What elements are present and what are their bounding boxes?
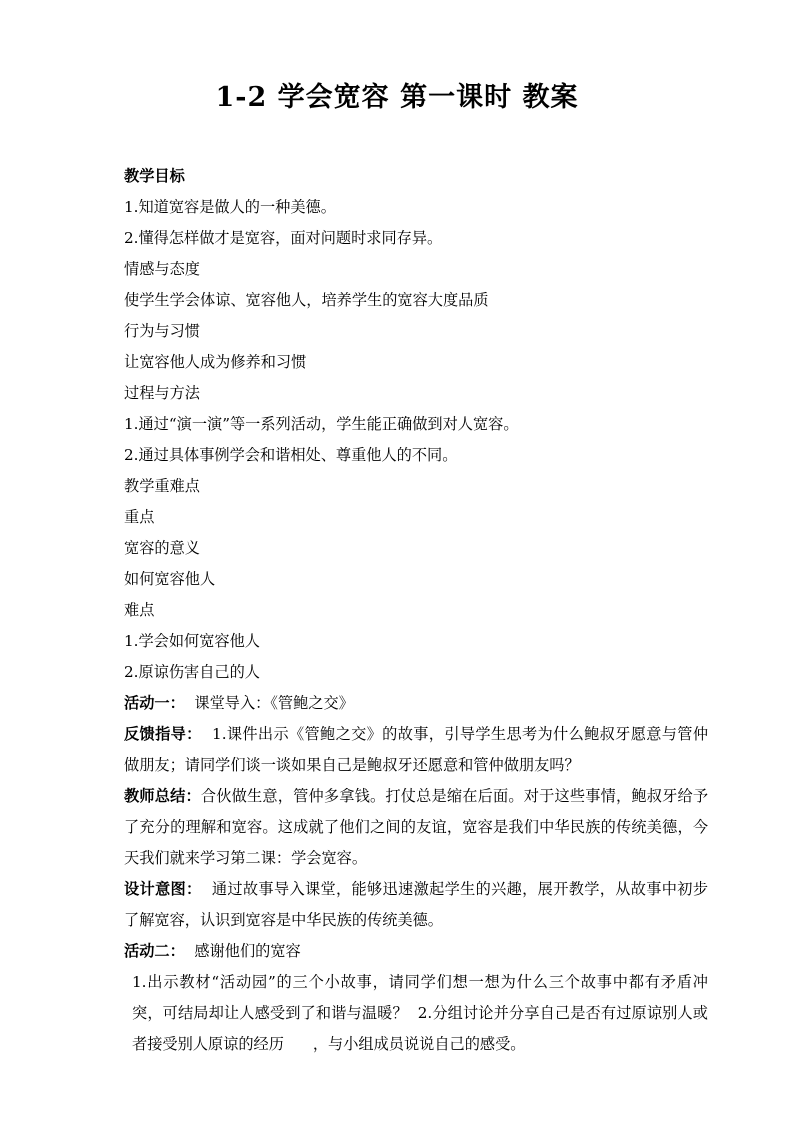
feedback-label: 反馈指导： (124, 725, 202, 743)
heading-teaching-goals: 教学目标 (124, 167, 185, 185)
activity-two (124, 936, 708, 967)
text-line: 2.原谅伤害自己的人 (124, 663, 260, 681)
activity-one (124, 688, 708, 719)
text-line: 1.学会如何宽容他人 (124, 632, 260, 650)
section-heading: 行为与习惯 (124, 322, 200, 340)
summary-paragraph (124, 781, 708, 874)
text-line: 1.通过“演一演”等一系列活动，学生能正确做到对人宽容。 (124, 415, 519, 433)
summary-label: 教师总结： (124, 787, 201, 805)
activity-one-text: 课堂导入：《管鲍之交》 (194, 694, 354, 712)
section-heading: 过程与方法 (124, 384, 200, 402)
goal-item: 1.知道宽容是做人的一种美德。 (124, 198, 336, 216)
activity-one-label: 活动一： (124, 694, 185, 712)
document-body (124, 161, 708, 1060)
section-heading: 难点 (124, 601, 155, 619)
text-line: 如何宽容他人 (124, 570, 216, 588)
summary-text: 合伙做生意，管仲多拿钱。打仗总是缩在后面。对于这些事情，鲍叔牙给予了充分的理解和宽容。这成就了他们之间的友谊，宽容是我们中华民族的传统美德，今天我们就来学习第二课：学会宽容。 (124, 787, 709, 867)
section-heading: 教学重难点 (124, 477, 200, 495)
document-title: 1-2 学会宽容 第一课时 教案 (215, 82, 579, 113)
goal-item: 2.懂得怎样做才是宽容，面对问题时求同存异。 (124, 229, 443, 247)
section-heading: 重点 (124, 508, 155, 526)
activity-two-body: 1.出示教材“活动园”的三个小故事，请同学们想一想为什么三个故事中都有矛盾冲突，可结局却让人感受到了和谐与温暖？ 2.分组讨论并分享自己是否有过原谅别人或者接受别人原谅的经历 ，与小组成员说说自己的感受。 (132, 973, 708, 1053)
feedback-text: 1.课件出示《管鲍之交》的故事，引导学生思考为什么鲍叔牙愿意与管仲做朋友；请同学们谈一谈如果自己是鲍叔牙还愿意和管仲做朋友吗？ (124, 725, 709, 774)
text-line: 2.通过具体事例学会和谐相处、尊重他人的不同。 (124, 446, 458, 464)
feedback-paragraph (124, 719, 708, 781)
design-paragraph (124, 874, 708, 936)
text-line: 宽容的意义 (124, 539, 200, 557)
design-label: 设计意图： (124, 880, 202, 898)
text-line: 使学生学会体谅、宽容他人，培养学生的宽容大度品质 (124, 291, 489, 309)
design-text: 通过故事导入课堂，能够迅速激起学生的兴趣，展开教学，从故事中初步了解宽容，认识到宽容是中华民族的传统美德。 (124, 880, 709, 929)
section-heading: 情感与态度 (124, 260, 200, 278)
activity-two-text: 感谢他们的宽容 (194, 942, 301, 960)
text-line: 让宽容他人成为修养和习惯 (124, 353, 307, 371)
activity-two-label: 活动二： (124, 942, 185, 960)
